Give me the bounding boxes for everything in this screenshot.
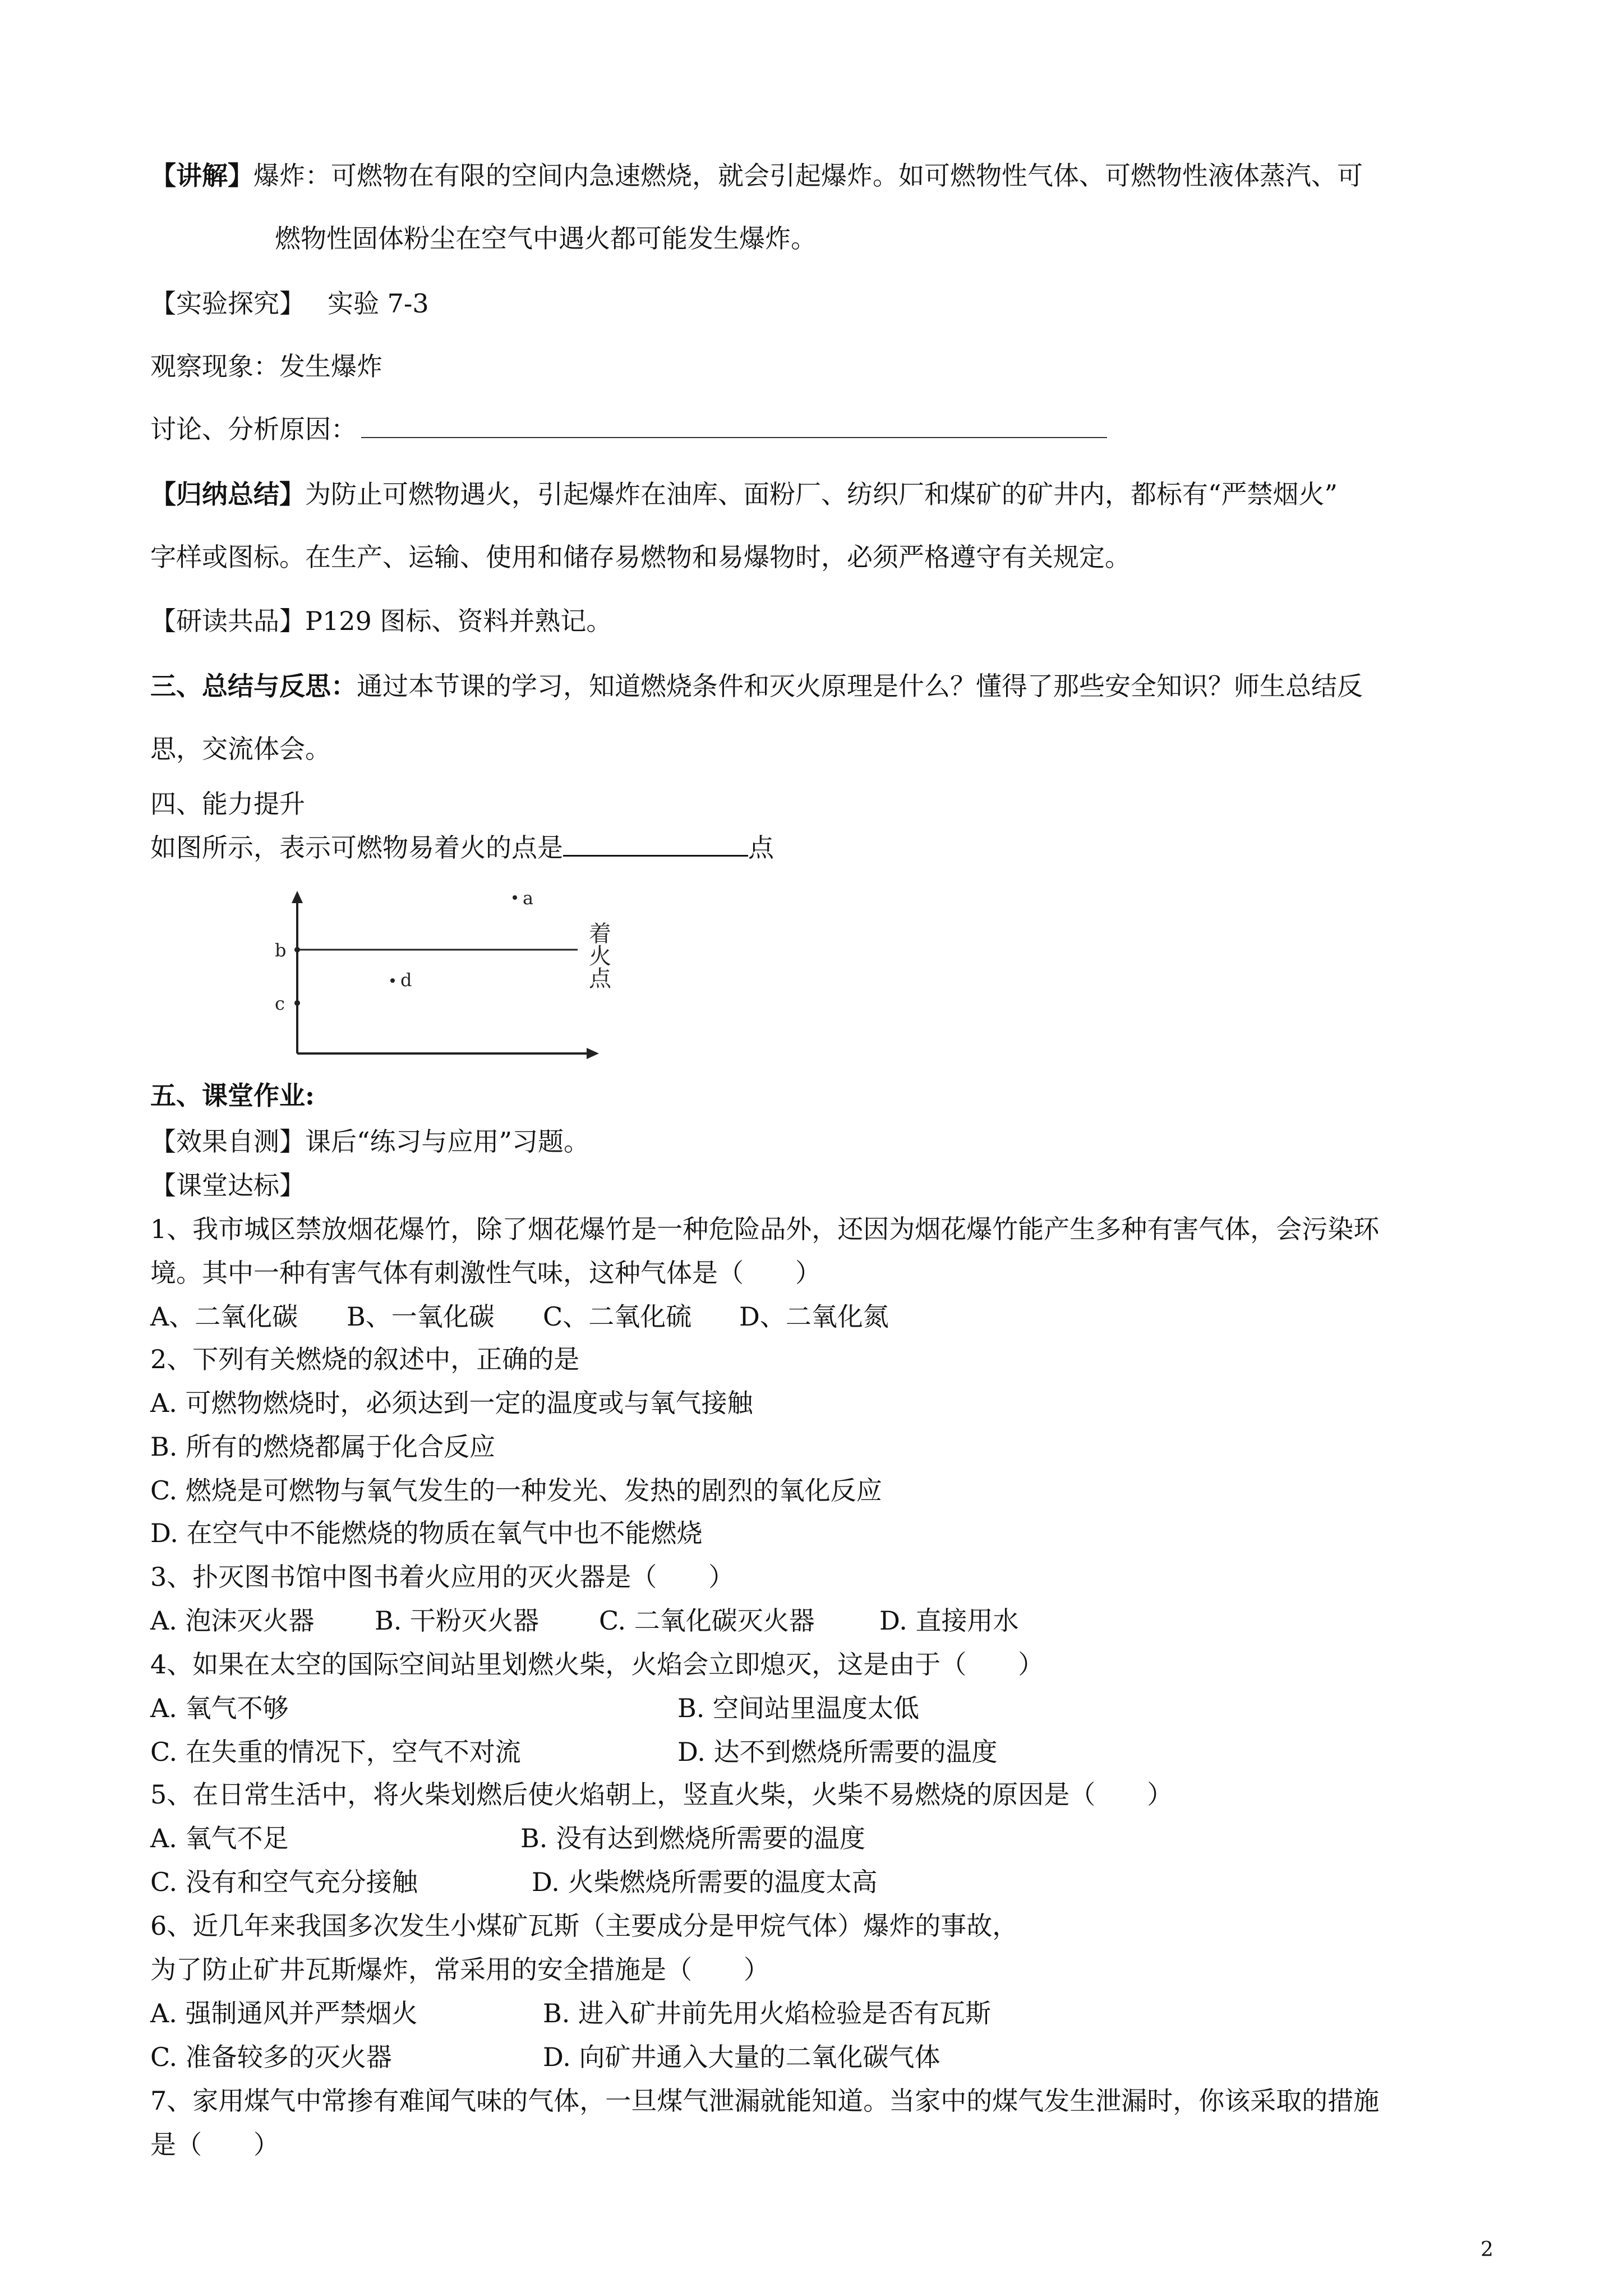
q6-option-a[interactable]: A. 强制通风并严禁烟火 [150, 1998, 418, 2028]
standard-line: 【课堂达标】 [150, 1170, 305, 1200]
graph-x-axis-arrow [587, 1048, 599, 1059]
discuss-answer-blank[interactable] [361, 417, 1107, 438]
lecture-text-1: 爆炸：可燃物在有限的空间内急速燃烧，就会引起爆炸。如可燃物性气体、可燃物性液体蒸汽、可 [253, 160, 1363, 191]
ability-question [150, 832, 774, 863]
q1-option-b[interactable]: B、一氧化碳 [347, 1301, 495, 1332]
ignition-point-graph [264, 875, 623, 1066]
q1-option-a[interactable]: A、二氧化碳 [150, 1301, 298, 1332]
graph-y-axis-arrow [292, 891, 303, 903]
q2-stem: 2、下列有关燃烧的叙述中，正确的是 [150, 1344, 580, 1374]
graph-point-b [294, 947, 300, 953]
q5-option-c[interactable]: C. 没有和空气充分接触 [150, 1867, 418, 1897]
graph-point-c [294, 1000, 300, 1006]
q2-option-a[interactable]: A. 可燃物燃烧时，必须达到一定的温度或与氧气接触 [150, 1388, 753, 1418]
ability-heading: 四、能力提升 [150, 789, 305, 819]
observe-line: 观察现象：发生爆炸 [150, 351, 382, 381]
reflection-line-2: 思，交流体会。 [150, 734, 331, 764]
q4-option-a[interactable]: A. 氧气不够 [150, 1693, 289, 1723]
ignition-label-char: 着 [589, 921, 611, 947]
ignition-point-label [589, 921, 612, 992]
q4-option-c[interactable]: C. 在失重的情况下，空气不对流 [150, 1737, 521, 1767]
summary-line-1 [150, 481, 1338, 507]
q3-option-d[interactable]: D. 直接用水 [879, 1605, 1019, 1636]
q6-option-c[interactable]: C. 准备较多的灭火器 [150, 2042, 392, 2072]
discuss-line [150, 416, 1107, 442]
q3-option-c[interactable]: C. 二氧化碳灭火器 [599, 1605, 815, 1636]
lecture-tag: 【讲解】 [150, 160, 253, 191]
q6-stem-2: 为了防止矿井瓦斯爆炸，常采用的安全措施是（ ） [150, 1954, 769, 1985]
q4-option-d[interactable]: D. 达不到燃烧所需要的温度 [677, 1737, 998, 1767]
page-number: 2 [1481, 2238, 1493, 2261]
reflection-heading: 三、总结与反思： [150, 671, 357, 701]
homework-heading: 五、课堂作业: [150, 1080, 315, 1111]
q3-stem: 3、扑灭图书馆中图书着火应用的灭火器是（ ） [150, 1562, 735, 1592]
discuss-label: 讨论、分析原因： [150, 414, 357, 444]
reading-line: 【研读共品】P129 图标、资料并熟记。 [150, 606, 612, 636]
q1-option-c[interactable]: C、二氧化硫 [543, 1301, 692, 1332]
graph-point-a [513, 895, 517, 900]
q3-option-b[interactable]: B. 干粉灭火器 [375, 1605, 540, 1636]
q7-stem-2: 是（ ） [150, 2129, 279, 2160]
summary-tag: 【归纳总结】 [150, 479, 305, 509]
graph-label-d: d [400, 969, 412, 991]
lecture-line-2: 燃物性固体粉尘在空气中遇火都可能发生爆炸。 [275, 223, 817, 254]
lecture-line-1 [150, 160, 1363, 191]
ability-answer-blank[interactable] [563, 835, 748, 857]
reflection-text-1: 通过本节课的学习，知道燃烧条件和灭火原理是什么？懂得了那些安全知识？师生总结反 [357, 671, 1363, 701]
graph-label-a: a [523, 887, 534, 909]
summary-line-2: 字样或图标。在生产、运输、使用和储存易燃物和易爆物时，必须严格遵守有关规定。 [150, 542, 1131, 572]
q6-option-b[interactable]: B. 进入矿井前先用火焰检验是否有瓦斯 [543, 1998, 992, 2028]
q5-option-a[interactable]: A. 氧气不足 [150, 1823, 289, 1853]
ignition-label-char: 火 [589, 944, 611, 969]
q3-option-a[interactable]: A. 泡沫灭火器 [150, 1605, 315, 1636]
graph-point-d [390, 978, 395, 983]
self-test-line: 【效果自测】课后“练习与应用”习题。 [150, 1126, 590, 1157]
q5-option-b[interactable]: B. 没有达到燃烧所需要的温度 [520, 1823, 866, 1853]
q2-option-c[interactable]: C. 燃烧是可燃物与氧气发生的一种发光、发热的剧烈的氧化反应 [150, 1475, 882, 1506]
q1-stem-2: 境。其中一种有害气体有刺激性气味，这种气体是（ ） [150, 1258, 821, 1288]
q6-stem-1: 6、近几年来我国多次发生小煤矿瓦斯（主要成分是甲烷气体）爆炸的事故， [150, 1911, 1018, 1941]
reflection-line-1 [150, 673, 1363, 699]
q1-option-d[interactable]: D、二氧化氮 [739, 1301, 889, 1332]
summary-text-1: 为防止可燃物遇火，引起爆炸在油库、面粉厂、纺织厂和煤矿的矿井内，都标有“严禁烟火” [305, 479, 1338, 509]
q7-stem-1: 7、家用煤气中常掺有难闻气味的气体，一旦煤气泄漏就能知道。当家中的煤气发生泄漏时，你该采取的措施 [150, 2086, 1380, 2116]
graph-label-c: c [275, 993, 285, 1014]
q1-stem-1: 1、我市城区禁放烟花爆竹，除了烟花爆竹是一种危险品外，还因为烟花爆竹能产生多种有害气体，会污染环 [150, 1214, 1380, 1244]
q4-stem: 4、如果在太空的国际空间站里划燃火柴，火焰会立即熄灭，这是由于（ ） [150, 1649, 1044, 1680]
q5-stem: 5、在日常生活中，将火柴划燃后使火焰朝上，竖直火柴，火柴不易燃烧的原因是（ ） [150, 1779, 1173, 1810]
q2-option-b[interactable]: B. 所有的燃烧都属于化合反应 [150, 1432, 496, 1462]
experiment-line [150, 288, 429, 319]
ability-question-pre: 如图所示，表示可燃物易着火的点是 [150, 832, 563, 863]
q2-option-d[interactable]: D. 在空气中不能燃烧的物质在氧气中也不能燃烧 [150, 1518, 703, 1548]
ability-question-post: 点 [748, 832, 774, 863]
q4-option-b[interactable]: B. 空间站里温度太低 [677, 1693, 920, 1723]
experiment-text: 实验 7-3 [328, 288, 429, 319]
experiment-tag: 【实验探究】 [150, 288, 305, 319]
ignition-label-char: 点 [589, 966, 611, 992]
q5-option-d[interactable]: D. 火柴燃烧所需要的温度太高 [532, 1867, 878, 1897]
q6-option-d[interactable]: D. 向矿井通入大量的二氧化碳气体 [543, 2042, 940, 2072]
graph-label-b: b [275, 940, 287, 961]
